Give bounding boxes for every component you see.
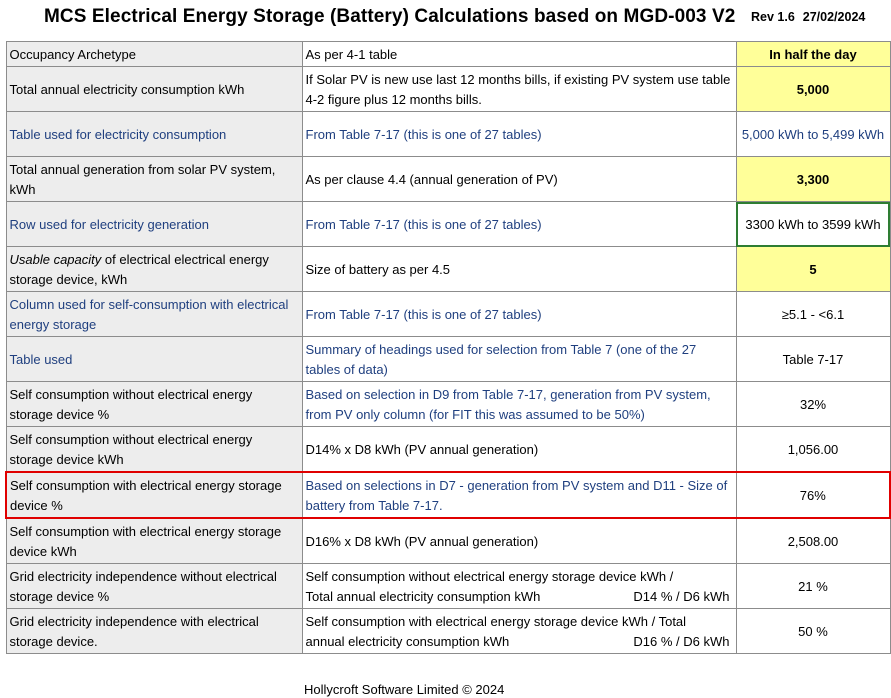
label-cell[interactable]: Total annual generation from solar PV system, kWh (6, 157, 302, 202)
label-cell[interactable]: Grid electricity independence with electrical storage device. (6, 609, 302, 654)
table-row (6, 67, 890, 112)
label-cell[interactable]: Row used for electricity generation (6, 202, 302, 247)
label-cell[interactable]: Table used for electricity consumption (6, 112, 302, 157)
cell-reference: D14 % / D6 kWh (633, 588, 730, 604)
label-cell[interactable]: Occupancy Archetype (6, 42, 302, 67)
value-cell-input[interactable]: 5 (736, 247, 890, 292)
value-cell[interactable]: ≥5.1 - <6.1 (736, 292, 890, 337)
label-cell[interactable]: Column used for self-consumption with electrical energy storage (6, 292, 302, 337)
table-row (6, 382, 890, 427)
label-cell[interactable]: Table used (6, 337, 302, 382)
description-cell[interactable]: Based on selections in D7 - generation from PV system and D11 - Size of battery from Table 7-17. (302, 472, 736, 518)
sheet-title: MCS Electrical Energy Storage (Battery) Calculations based on MGD-003 V2 (44, 6, 736, 27)
value-cell[interactable]: 5,000 kWh to 5,499 kWh (736, 112, 890, 157)
table-row (6, 112, 890, 157)
value-cell[interactable]: Table 7-17 (736, 337, 890, 382)
table-row (6, 427, 890, 473)
description-cell[interactable]: From Table 7-17 (this is one of 27 tables) (302, 112, 736, 157)
value-cell[interactable]: 1,056.00 (736, 427, 890, 473)
description-cell[interactable]: From Table 7-17 (this is one of 27 tables) (302, 202, 736, 247)
revision-date: 27/02/2024 (802, 10, 866, 24)
value-cell-input[interactable]: 5,000 (736, 67, 890, 112)
label-italic-part: Usable capacity (9, 251, 102, 267)
description-line-with-ref (306, 587, 733, 607)
table-row (6, 42, 890, 67)
value-cell[interactable]: 50 % (736, 609, 890, 654)
description-cell[interactable]: From Table 7-17 (this is one of 27 tables) (302, 292, 736, 337)
value-cell[interactable]: 21 % (736, 564, 890, 609)
description-line: Self consumption without electrical energy storage device kWh / (305, 568, 674, 584)
table-row (6, 518, 890, 564)
label-cell[interactable]: Self consumption with electrical energy storage device % (6, 472, 302, 518)
description-line: Total annual electricity consumption kWh (305, 588, 541, 604)
value-cell-selected[interactable]: 3300 kWh to 3599 kWh (736, 202, 890, 247)
table-row (6, 292, 890, 337)
description-cell[interactable]: Summary of headings used for selection from Table 7 (one of the 27 tables of data) (302, 337, 736, 382)
table-row (6, 337, 890, 382)
table-row (6, 247, 890, 292)
cell-reference: D16 % / D6 kWh (633, 633, 730, 649)
table-row (6, 202, 890, 247)
table-row (6, 609, 890, 654)
value-cell-input[interactable]: In half the day (736, 42, 890, 67)
description-line-with-ref (306, 632, 733, 652)
description-cell[interactable] (302, 609, 736, 654)
footer-copyright: Hollycroft Software Limited © 2024 (304, 682, 505, 697)
description-line: annual electricity consumption kWh (305, 633, 510, 649)
table-row-highlighted (6, 472, 890, 518)
description-cell[interactable]: Size of battery as per 4.5 (302, 247, 736, 292)
calculation-table (5, 41, 891, 654)
label-cell[interactable]: Self consumption with electrical energy storage device kWh (6, 518, 302, 564)
revision-info (751, 10, 865, 24)
value-cell-input[interactable]: 3,300 (736, 157, 890, 202)
value-cell[interactable]: 76% (736, 472, 890, 518)
description-cell[interactable]: D16% x D8 kWh (PV annual generation) (302, 518, 736, 564)
label-rest: of electrical electrical energy storage device, kWh (9, 251, 269, 287)
description-cell[interactable]: Based on selection in D9 from Table 7-17, generation from PV system, from PV only column (for FIT this was assumed to be 50%) (302, 382, 736, 427)
label-cell[interactable]: Self consumption without electrical energy storage device % (6, 382, 302, 427)
label-cell[interactable] (6, 247, 302, 292)
label-cell[interactable]: Self consumption without electrical energy storage device kWh (6, 427, 302, 473)
description-line: Self consumption with electrical energy storage device kWh / Total (305, 613, 687, 629)
description-cell[interactable]: As per 4-1 table (302, 42, 736, 67)
label-cell[interactable]: Total annual electricity consumption kWh (6, 67, 302, 112)
description-cell[interactable]: As per clause 4.4 (annual generation of PV) (302, 157, 736, 202)
value-cell[interactable]: 2,508.00 (736, 518, 890, 564)
label-cell[interactable]: Grid electricity independence without electrical storage device % (6, 564, 302, 609)
description-cell[interactable]: If Solar PV is new use last 12 months bills, if existing PV system use table 4-2 figure plus 12 months bills. (302, 67, 736, 112)
table-row (6, 157, 890, 202)
table-row (6, 564, 890, 609)
description-cell[interactable] (302, 564, 736, 609)
value-cell[interactable]: 32% (736, 382, 890, 427)
revision-label: Rev 1.6 (751, 10, 795, 24)
description-cell[interactable]: D14% x D8 kWh (PV annual generation) (302, 427, 736, 473)
